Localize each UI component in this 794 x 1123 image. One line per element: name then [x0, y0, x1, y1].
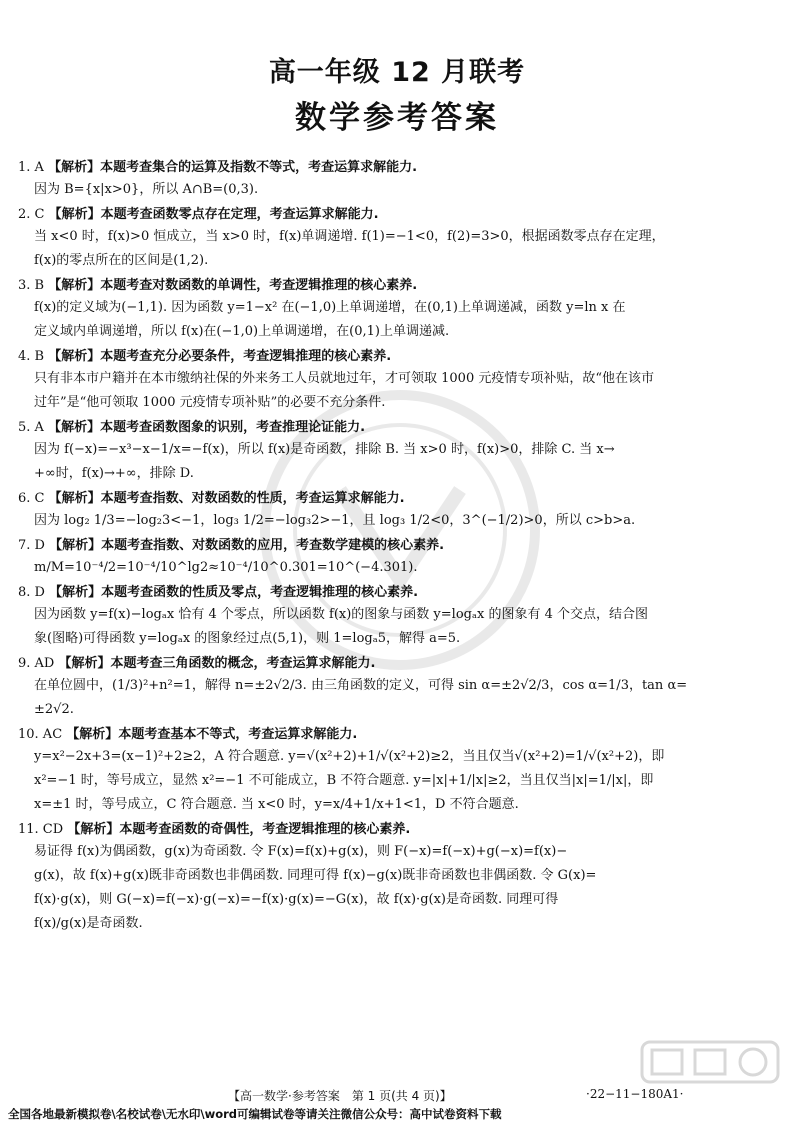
answer-heading	[18, 654, 718, 674]
answer-heading	[18, 725, 718, 745]
answer-heading	[18, 418, 718, 438]
answer-number: 8. D	[18, 585, 45, 600]
solution-line: f(x)·g(x)，则 G(−x)=f(−x)·g(−x)=−f(x)·g(x)=−G(x)，故 f(x)·g(x)是奇函数. 同理可得	[34, 892, 559, 907]
solution-line: 易证得 f(x)为偶函数，g(x)为奇函数. 令 F(x)=f(x)+g(x)，则 F(−x)=f(−x)+g(−x)=f(x)−	[34, 844, 568, 859]
analysis-description: 本题考查集合的运算及指数不等式，考查运算求解能力.	[100, 160, 418, 175]
page-title: 高一年级 12 月联考	[268, 57, 526, 88]
solution-line: f(x)的零点所在的区间是(1,2).	[34, 253, 209, 268]
page-subtitle: 数学参考答案	[295, 100, 499, 136]
answer-stamp-logo	[640, 1040, 780, 1084]
analysis-tag: 【解析】	[67, 822, 120, 837]
answer-number: 6. C	[18, 491, 45, 506]
footer-paper-code: ·22−11−180A1·	[586, 1087, 684, 1101]
solution-line: 过年”是“他可领取 1000 元疫情专项补贴”的必要不充分条件.	[34, 395, 386, 410]
answer-item	[18, 820, 718, 936]
answer-number: 10. AC	[18, 727, 63, 742]
solution-line: y=x²−2x+3=(x−1)²+2≥2，A 符合题意. y=√(x²+2)+1/√(x²+2)≥2，当且仅当√(x²+2)=1/√(x²+2)，即	[34, 749, 665, 764]
solution-line: 当 x<0 时，f(x)>0 恒成立，当 x>0 时，f(x)单调递增. f(1)=−1<0，f(2)=3>0，根据函数零点存在定理，	[34, 229, 665, 244]
answer-number: 11. CD	[18, 822, 64, 837]
answer-item	[18, 276, 718, 344]
solution-line: f(x)/g(x)是奇函数.	[34, 916, 143, 931]
answer-number: 5. A	[18, 420, 44, 435]
solution-line: m/M=10⁻⁴/2=10⁻⁴/10^lg2≈10⁻⁴/10^0.301=10^(−4.301).	[34, 560, 418, 575]
answer-item	[18, 205, 718, 273]
answer-item	[18, 725, 718, 817]
answer-heading	[18, 536, 718, 556]
analysis-description: 本题考查函数图象的识别，考查推理论证能力.	[100, 420, 366, 435]
solution-line: 定义域内单调递增，所以 f(x)在(−1,0)上单调递增，在(0,1)上单调递减.	[34, 324, 450, 339]
bottom-notice: 全国各地最新模拟卷\名校试卷\无水印\word可编辑试卷等请关注微信公众号：高中试卷资料下载	[8, 1107, 502, 1121]
footer-page-info: 【高一数学·参考答案 第 1 页(共 4 页)】	[228, 1089, 452, 1103]
solution-line: x²=−1 时，等号成立，显然 x²=−1 不可能成立，B 不符合题意. y=|x|+1/|x|≥2，当且仅当|x|=1/|x|，即	[34, 773, 654, 788]
solution-line: 因为 f(−x)=−x³−x−1/x=−f(x)，所以 f(x)是奇函数，排除 B. 当 x>0 时，f(x)>0，排除 C. 当 x→	[34, 442, 615, 457]
analysis-tag: 【解析】	[48, 349, 101, 364]
analysis-tag: 【解析】	[48, 491, 101, 506]
solution-line: ±2√2.	[34, 702, 74, 717]
answer-number: 9. AD	[18, 656, 55, 671]
solution-line: 象(图略)可得函数 y=logₐx 的图象经过点(5,1)，则 1=logₐ5，解得 a=5.	[34, 631, 461, 646]
analysis-description: 本题考查充分必要条件，考查逻辑推理的核心素养.	[100, 349, 392, 364]
solution-line: +∞时，f(x)→+∞，排除 D.	[34, 466, 194, 481]
answer-item	[18, 347, 718, 415]
analysis-description: 本题考查三角函数的概念，考查运算求解能力.	[110, 656, 376, 671]
solution-line: g(x)，故 f(x)+g(x)既非奇函数也非偶函数. 同理可得 f(x)−g(x)既非奇函数也非偶函数. 令 G(x)=	[34, 868, 597, 883]
analysis-tag: 【解析】	[58, 656, 111, 671]
answer-number: 4. B	[18, 349, 45, 364]
answer-item	[18, 158, 718, 202]
solution-line: 因为 B={x|x>0}，所以 A∩B=(0,3).	[34, 182, 259, 197]
analysis-description: 本题考查函数零点存在定理，考查运算求解能力.	[100, 207, 379, 222]
solution-line: 因为函数 y=f(x)−logₐx 恰有 4 个零点，所以函数 f(x)的图象与函数 y=logₐx 的图象有 4 个交点，结合图	[34, 607, 648, 622]
answer-heading	[18, 205, 718, 225]
analysis-description: 本题考查指数、对数函数的性质，考查运算求解能力.	[100, 491, 405, 506]
answer-heading	[18, 489, 718, 509]
solution-line: 在单位圆中，(1/3)²+n²=1，解得 n=±2√2/3. 由三角函数的定义，可得 sin α=±2√2/3，cos α=1/3，tan α=	[34, 678, 688, 693]
answer-heading	[18, 347, 718, 367]
solution-line: 因为 log₂ 1/3=−log₂3<−1，log₃ 1/2=−log₃2>−1，且 log₃ 1/2<0，3^(−1/2)>0，所以 c>b>a.	[34, 513, 636, 528]
analysis-description: 本题考查指数、对数函数的应用，考查数学建模的核心素养.	[101, 538, 445, 553]
analysis-tag: 【解析】	[48, 420, 101, 435]
analysis-tag: 【解析】	[66, 727, 119, 742]
answer-item	[18, 489, 718, 533]
answer-list	[18, 158, 718, 939]
answer-item	[18, 536, 718, 580]
answer-heading	[18, 276, 718, 296]
answer-number: 2. C	[18, 207, 45, 222]
answer-heading	[18, 820, 718, 840]
analysis-description: 本题考查函数的奇偶性，考查逻辑推理的核心素养.	[119, 822, 411, 837]
answer-item	[18, 654, 718, 722]
solution-line: x=±1 时，等号成立，C 符合题意. 当 x<0 时，y=x/4+1/x+1<1，D 不符合题意.	[34, 797, 519, 812]
analysis-tag: 【解析】	[49, 585, 102, 600]
answer-number: 1. A	[18, 160, 44, 175]
answer-item	[18, 418, 718, 486]
answer-heading	[18, 583, 718, 603]
analysis-description: 本题考查基本不等式，考查运算求解能力.	[118, 727, 358, 742]
answer-number: 7. D	[18, 538, 45, 553]
analysis-description: 本题考查对数函数的单调性，考查逻辑推理的核心素养.	[100, 278, 418, 293]
solution-line: 只有非本市户籍并在本市缴纳社保的外来务工人员就地过年，才可领取 1000 元疫情专项补贴，故“他在该市	[34, 371, 654, 386]
analysis-tag: 【解析】	[49, 538, 102, 553]
answer-heading	[18, 158, 718, 178]
answer-item	[18, 583, 718, 651]
analysis-description: 本题考查函数的性质及零点，考查逻辑推理的核心素养.	[101, 585, 419, 600]
answer-number: 3. B	[18, 278, 45, 293]
analysis-tag: 【解析】	[48, 207, 101, 222]
solution-line: f(x)的定义域为(−1,1). 因为函数 y=1−x² 在(−1,0)上单调递增，在(0,1)上单调递减，函数 y=ln x 在	[34, 300, 626, 315]
analysis-tag: 【解析】	[48, 278, 101, 293]
analysis-tag: 【解析】	[48, 160, 101, 175]
